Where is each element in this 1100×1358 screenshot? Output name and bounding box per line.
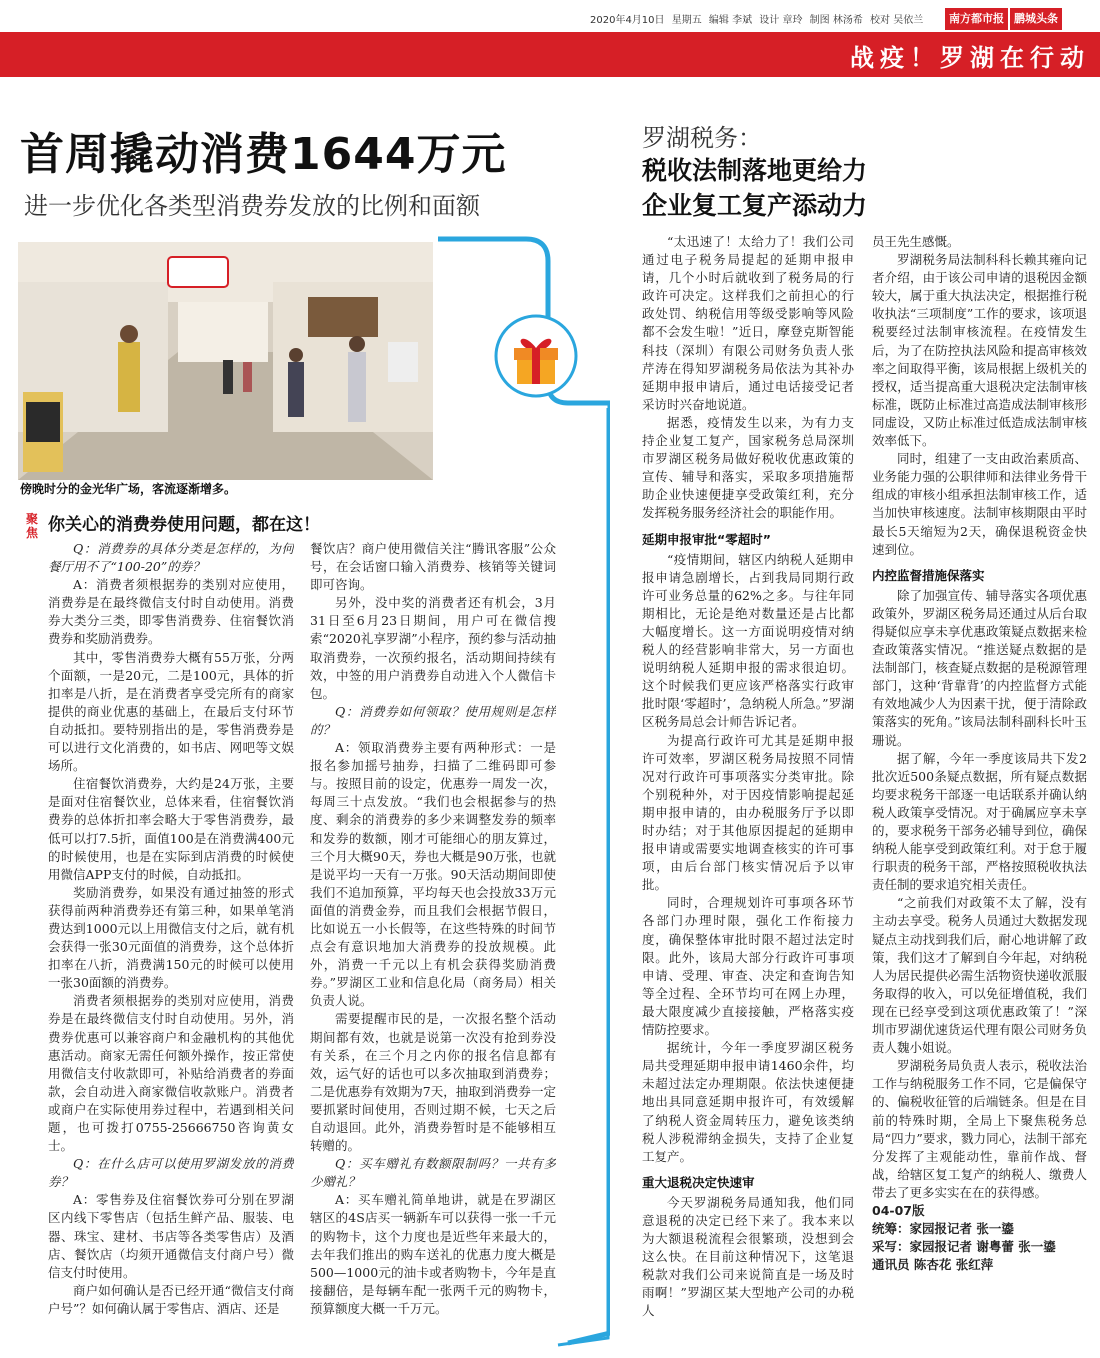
qa-column-1 bbox=[48, 540, 294, 1348]
section-heading: 重大退税决定快速审 bbox=[642, 1174, 755, 1190]
main-headline: 首周撬动消费1644万元 bbox=[20, 129, 507, 180]
designer-credit: 设计 章玲 bbox=[759, 15, 803, 26]
qa-column-2 bbox=[310, 540, 556, 1348]
sub-headline: 进一步优化各类型消费券发放的比例和面额 bbox=[24, 192, 480, 220]
paragraph: 奖励消费券，如果没有通过抽签的形式获得前两种消费券还有第三种，如果单笔消费达到1000元以上用微信支付之后，就有机会获得一张30元面值的消费券，这个总体折扣率在八折，消费满150元的时候可以使用一张30面额的消费券。 bbox=[48, 884, 294, 991]
section-heading: 延期申报审批“零超时” bbox=[642, 531, 771, 547]
right-kicker: 罗湖税务： bbox=[642, 124, 762, 152]
right-title-line-2: 企业复工复产添动力 bbox=[642, 191, 868, 220]
paragraph: 罗湖税务局法制科科长赖其雍向记者介绍，由于该公司申请的退税因金额较大，属于重大执法决定，根据推行税收执法“三项制度”工作的要求，该项退税要经过法制审核流程。在疫情发生后，为了在防控执法风险和提高审核效率之间取得平衡，该局根据上级机关的授权，适当提高重大退税决定法制审核标准，既防止标准过高造成法制审核形同虚设，又防止标准过低造成法制审核效率低下。 bbox=[872, 252, 1087, 449]
focus-heading: 你关心的消费券使用问题，都在这！ bbox=[48, 515, 320, 535]
correspondent-credit: 通讯员 陈杏花 张红萍 bbox=[872, 1257, 994, 1273]
paragraph: “太迅速了！太给力了！我们公司通过电子税务局提起的延期申报申请，几个小时后就收到了税务局的行政许可决定。这样我们之前担心的行政处罚、纳税信用等级受影响等风险都不会发生啦！”近日，摩登克斯智能科技（深圳）有限公司财务负责人张芹涛在得知罗湖税务局依法为其补办延期申报申请后，通过电话接受记者采访时兴奋地说道。 bbox=[642, 234, 854, 412]
paragraph: A：零售券及住宿餐饮券可分别在罗湖区内线下零售店（包括生鲜产品、服装、电器、珠宝、建材、书店等各类零售店）及酒店、餐饮店（均须开通微信支付商户号）微信支付时使用。 bbox=[48, 1192, 294, 1280]
paragraph: A：领取消费券主要有两种形式：一是报名参加摇号抽券，扫描了二维码即可参与。按照目前的设定，优惠券一周发一次，每周三十点发放。“我们也会根据参与的热度、剩余的消费券的多少来调整发券的频率和发券的数额，刚才可能细心的朋友算过，三个月大概90天，券也大概是90万张，也就是说平均一天有一万张。90天活动期间即使我们不追加预算，平均每天也会投放33万元面值的消费金券，而且我们会根据节假日，比如说五一小长假等，在这些特殊的时间节点会有意识地加大消费券的投放规模。此外，消费一千元以上有机会获得奖励消费券。”罗湖区工业和信息化局（商务局）相关负责人说。 bbox=[310, 740, 556, 1009]
section-banner bbox=[0, 32, 1100, 77]
paragraph: 据悉，疫情发生以来，为有力支持企业复工复产，国家税务总局深圳市罗湖区税务局做好税收优惠政策的宣传、辅导和落实，采取多项措施帮助企业快速便捷享受政策红利，充分发挥税务服务经济社会的职能作用。 bbox=[642, 414, 854, 521]
paragraph: 同时，合理规划许可事项各环节各部门办理时限，强化工作衔接力度，确保整体审批时限不超过法定时限。此外，该局大部分行政许可事项申请、受理、审查、决定和查询告知等全过程、全环节均可在网上办理，最大限度减少直接接触，严格落实疫情防控要求。 bbox=[642, 895, 854, 1038]
banner-title: 战疫！罗湖在行动 bbox=[850, 44, 1090, 72]
paragraph: 同时，组建了一支由政治素质高、业务能力强的公职律师和法律业务骨干组成的审核小组承担法制审核工作，适当加快审核速度。法制审核期限由平时最长5天缩短为2天，确保退税资金快速到位。 bbox=[872, 451, 1087, 557]
paragraph: 住宿餐饮消费券，大约是24万张，主要是面对住宿餐饮业，总体来看，住宿餐饮消费券的总体折扣率会略大于零售消费券，最低可以打7.5折，面值100是在消费满400元的时候使用，也是在实际到店消费的时候使用微信APP支付的时候，自动抵扣。 bbox=[48, 776, 294, 882]
brand-logos bbox=[945, 8, 1095, 30]
right-title-line-1: 税收法制落地更给力 bbox=[642, 156, 868, 185]
issue-weekday: 星期五 bbox=[671, 15, 702, 26]
masthead-info bbox=[590, 11, 945, 27]
paragraph: 除了加强宣传、辅导落实各项优惠政策外，罗湖区税务局还通过从后台取得疑似应享未享优惠政策疑点数据来检查政策落实情况。“推送疑点数据的是法制部门，核查疑点数据的是税源管理部门，这种‘背靠背’的内控监督方式能有效地减少人为因素干扰，便于清除政策落实的死角。”该局法制科副科长叶玉珊说。 bbox=[872, 587, 1087, 748]
paragraph: “疫情期间，辖区内纳税人延期申报申请急剧增长，占到我局同期行政许可业务总量的62%之多。与往年同期相比，无论是绝对数量还是占比都大幅度增长。这一方面说明疫情对纳税人的经营影响非常大，另一方面也说明纳税人延期申报的需求很迫切。这个时候我们更应该严格落实行政审批时限‘零超时’，急纳税人所急。”罗湖区税务局总会计师告诉记者。 bbox=[642, 551, 854, 730]
paragraph: A：消费者须根据券的类别对应使用，消费券是在最终微信支付时自动使用。消费券大类分三类，即零售消费券、住宿餐饮消费券和奖励消费券。 bbox=[48, 577, 294, 647]
paragraph: Q：在什么店可以使用罗湖发放的消费券？ bbox=[48, 1156, 294, 1190]
tax-column-1 bbox=[642, 233, 854, 1348]
tax-column-2 bbox=[872, 233, 1087, 1348]
paragraph: 餐饮店？商户使用微信关注“腾讯客服”公众号，在会话窗口输入消费券、核销等关键词即可咨询。 bbox=[310, 541, 556, 593]
gift-icon bbox=[494, 314, 578, 398]
paragraph: “之前我们对政策不太了解，没有主动去享受。税务人员通过大数据发现疑点主动找到我们后，耐心地讲解了政策，我们这才了解到自今年起，对纳税人为居民提供必需生活物资快递收派服务取得的收入，可以免征增值税，我们现在已经享受到这项优惠政策了！”深圳市罗湖优速货运代理有限公司财务负责人魏小姐说。 bbox=[872, 895, 1087, 1056]
reporter-credit: 采写：家园报记者 谢粤蕾 张一鎏 bbox=[872, 1239, 1056, 1255]
page-range: 04-07版 bbox=[872, 1202, 925, 1218]
proof-credit: 校对 吴依兰 bbox=[870, 15, 924, 26]
paragraph: 需要提醒市民的是，一次报名整个活动期间都有效，也就是说第一次没有抢到券没有关系，在三个月之内你的报名信息都有效，运气好的话也可以多次抽取到消费券；二是优惠券有效期为7天，抽取到消费券一定要抓紧时间使用，否则过期不候，七天之后自动退回。此外，消费券暂时是不能够相互转赠的。 bbox=[310, 1011, 556, 1154]
maker-credit: 制图 林汤希 bbox=[809, 15, 863, 26]
mall-photo bbox=[18, 242, 433, 480]
newspaper-logo: 南方都市报 bbox=[945, 8, 1008, 30]
section-heading: 内控监督措施保落实 bbox=[872, 567, 985, 583]
paragraph: 商户如何确认是否已经开通“微信支付商户号”？如何确认属于零售店、酒店、还是 bbox=[48, 1282, 294, 1316]
paragraph: 消费者须根据券的类别对应使用，消费券是在最终微信支付时自动使用。另外，消费券优惠可以兼容商户和金融机构的其他优惠活动。商家无需任何额外操作，按正常使用微信支付收款即可，补贴给消费者的券面款，会自动进入商家微信收款账户。消费者或商户在实际使用券过程中，若遇到相关问题，也可拨打0755-25666750咨询黄女士。 bbox=[48, 993, 294, 1154]
focus-tag: 聚焦 bbox=[26, 512, 39, 540]
coordinator-credit: 统筹：家园报记者 张一鎏 bbox=[872, 1221, 1014, 1237]
issue-date: 2020年4月10日 bbox=[590, 15, 665, 26]
photo-caption: 傍晚时分的金光华广场，客流逐渐增多。 bbox=[20, 482, 237, 496]
paragraph: 另外，没中奖的消费者还有机会，3月31日至6月23日期间，用户可在微信搜索“2020礼享罗湖”小程序，预约参与活动抽取消费券，一次预约报名，活动期间持续有效，中签的用户消费券自动进入个人微信卡包。 bbox=[310, 595, 556, 701]
mall-scene-illustration bbox=[18, 242, 433, 480]
paragraph: 员王先生感慨。 bbox=[872, 234, 960, 249]
paragraph: Q：买车赠礼有数额限制吗？一共有多少赠礼？ bbox=[310, 1156, 556, 1190]
supplement-logo: 鹏城头条 bbox=[1010, 8, 1062, 30]
paragraph: 据统计，今年一季度罗湖区税务局共受理延期申报申请1460余件，均未超过法定办理期限。依法快速便捷地出具同意延期申报许可，有效缓解了纳税人资金周转压力，避免该类纳税人涉税滞纳金损失，支持了企业复工复产。 bbox=[642, 1040, 854, 1164]
paragraph: A：买车赠礼简单地讲，就是在罗湖区辖区的4S店买一辆新车可以获得一张一千元的购物卡，这个力度也是近些年来最大的，去年我们推出的购车送礼的优惠力度大概是500—1000元的油卡或者购物卡，今年是直接翻倍，是每辆车配一张两千元的购物卡，预算额度大概一千万元。 bbox=[310, 1192, 556, 1316]
editor-credit: 编辑 李斌 bbox=[708, 15, 753, 26]
paragraph: Q：消费券的具体分类是怎样的，为何餐厅用不了“100-20”的券？ bbox=[48, 541, 294, 575]
paragraph: 罗湖税务局负责人表示，税收法治工作与纳税服务工作不同，它是偏保守的、偏税收征管的后端链条。但是在目前的特殊时期，全局上下聚焦税务总局“四力”要求，戮力同心，法制干部充分发挥了主观能动性，靠前作战、督战，给辖区复工复产的纳税人、缴费人带去了更多实实在在的获得感。 bbox=[872, 1058, 1087, 1200]
paragraph: 据了解，今年一季度该局共下发2批次近500条疑点数据，所有疑点数据均要求税务干部逐一电话联系并确认纳税人政策享受情况。对于确属应享未享的，要求税务干部务必辅导到位，确保纳税人能享受到政策红利。对于怠于履行职责的税务干部，严格按照税收执法责任制的要求追究相关责任。 bbox=[872, 750, 1087, 893]
paragraph: 其中，零售消费券大概有55万张，分两个面额，一是20元，二是100元，具体的折扣率是八折，是在消费者享受完所有的商家提供的商业优惠的基础上，在最后支付环节自动抵扣。要特别指出的是，零售消费券是可以进行文化消费的，如书店、网吧等文娱场所。 bbox=[48, 649, 294, 774]
paragraph: 今天罗湖税务局通知我，他们同意退税的决定已经下来了。我本来以为大额退税流程会很繁琐，没想到会这么快。在目前这种情况下，这笔退税款对我们公司来说简直是一场及时雨啊！”罗湖区某大型地产公司的办税人 bbox=[642, 1194, 854, 1319]
paragraph: 为提高行政许可尤其是延期申报许可效率，罗湖区税务局按照不同情况对行政许可事项落实分类审批。除个别税种外，对于因疫情影响提起延期申报申请的，由办税服务厅予以即时办结；对于其他原因提起的延期申报申请或需要实地调查核实的许可事项，由后台部门核实情况后予以审批。 bbox=[642, 732, 854, 893]
paragraph: Q：消费券如何领取？使用规则是怎样的？ bbox=[310, 703, 556, 737]
